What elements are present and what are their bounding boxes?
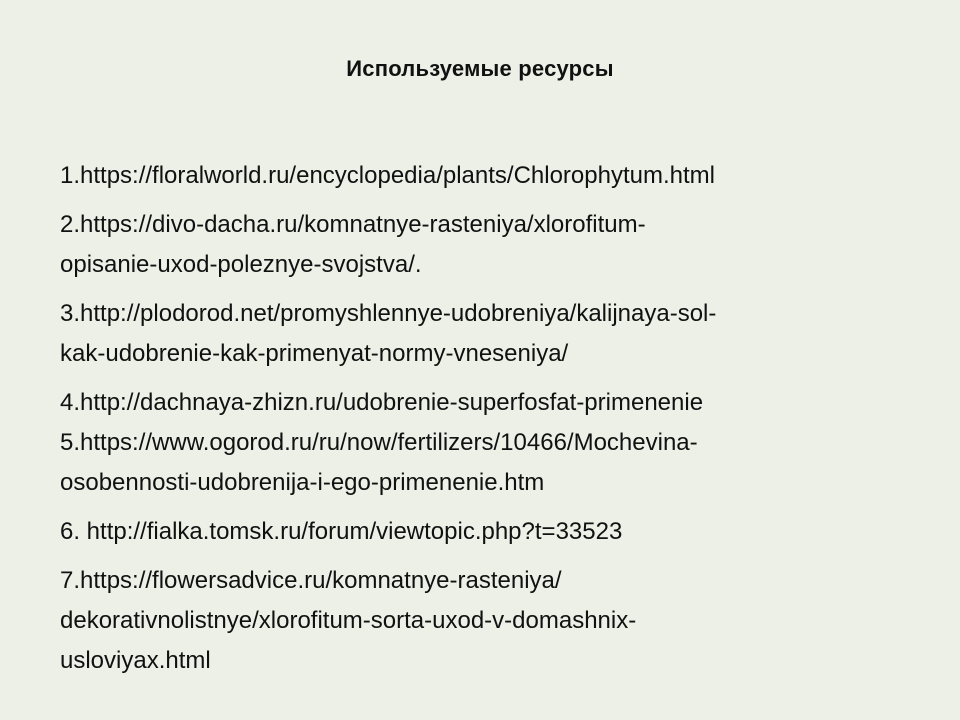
resource-item-6[interactable]: 6. http://fialka.tomsk.ru/forum/viewtopic.php?t=33523 xyxy=(60,518,623,545)
resource-item-5[interactable]: 5.https://www.ogorod.ru/ru/now/fertilizers/10466/Mochevina- osobennosti-udobrenija-i-ego-primenenie.htm xyxy=(60,429,698,496)
resource-item-2[interactable]: 2.https://divo-dacha.ru/komnatnye-rasteniya/xlorofitum- opisanie-uxod-poleznye-svojstva/. xyxy=(60,211,646,278)
slide-title: Используемые ресурсы xyxy=(346,56,614,81)
resource-list xyxy=(60,156,910,681)
resource-item-3[interactable]: 3.http://plodorod.net/promyshlennye-udobreniya/kalijnaya-sol- kak-udobrenie-kak-primenyat-normy-vneseniya/ xyxy=(60,300,717,367)
resource-item-1[interactable]: 1.https://floralworld.ru/encyclopedia/plants/Chlorophytum.html xyxy=(60,162,715,189)
resource-item-7[interactable]: 7.https://flowersadvice.ru/komnatnye-rasteniya/ dekorativnolistnye/xlorofitum-sorta-uxod-v-domashnix- usloviyax.html xyxy=(60,567,637,674)
resource-item-4[interactable]: 4.http://dachnaya-zhizn.ru/udobrenie-superfosfat-primenenie xyxy=(60,389,704,416)
